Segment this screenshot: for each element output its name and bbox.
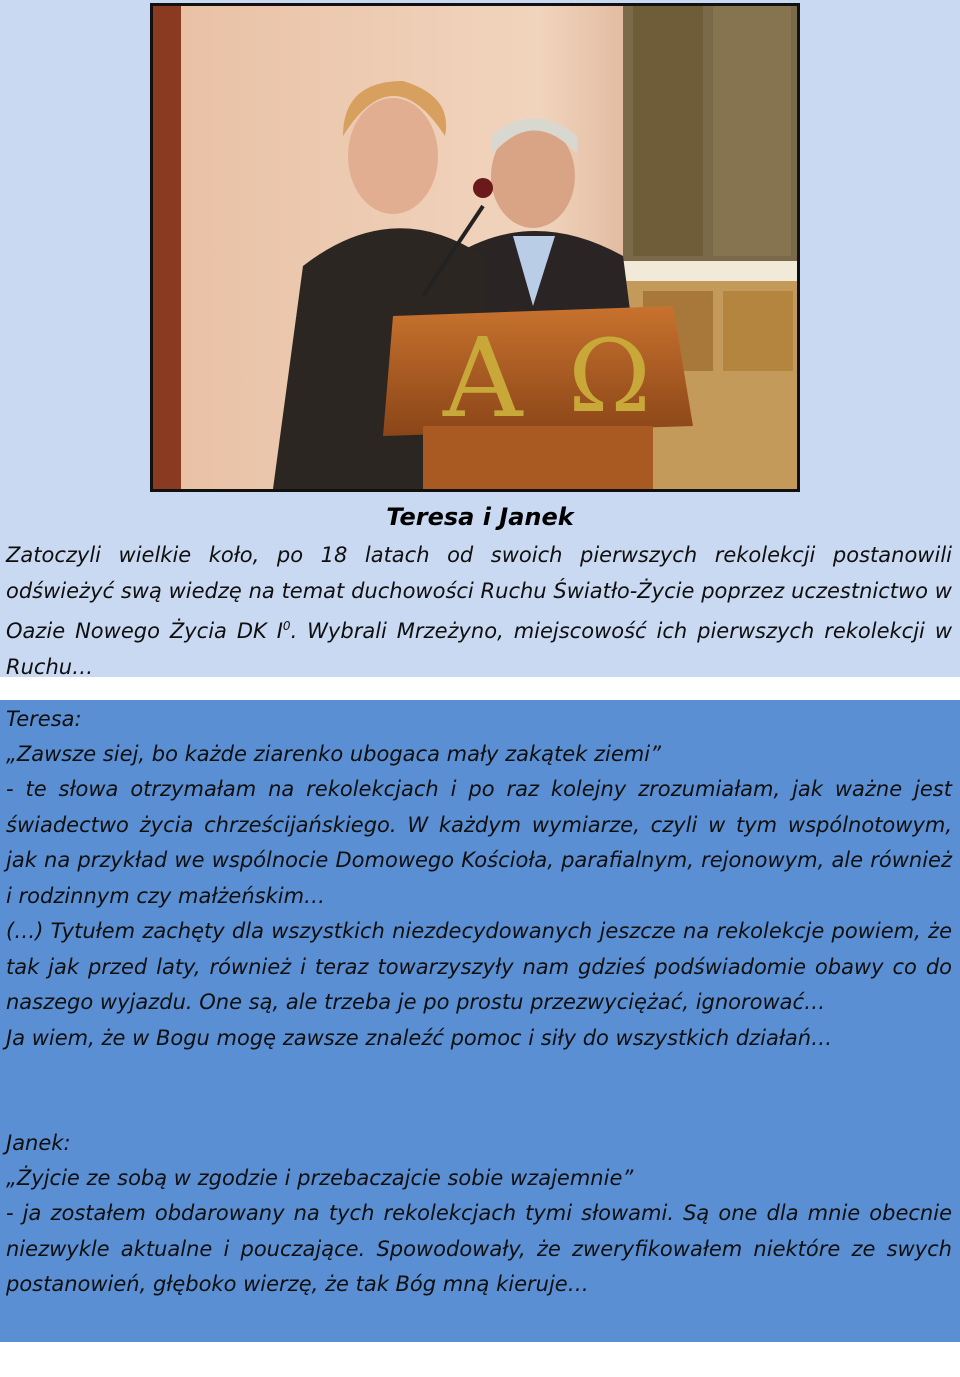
- article-title: Teresa i Janek: [386, 503, 574, 531]
- janek-quote: „Żyjcie ze sobą w zgodzie i przebaczajcie sobie wzajemnie”: [6, 1166, 634, 1190]
- janek-testimony: - ja zostałem obdarowany na tych rekolekcjach tymi słowami. Są one dla mnie obecnie niezwykle aktualne i pouczające. Spowodowały, że zweryfikowałem niektóre ze swych postanowień, głęboko wierzę, że tak Bóg mną kieruje…: [6, 1201, 952, 1296]
- intro-superscript: 0: [282, 619, 291, 633]
- janek-label: Janek:: [6, 1131, 71, 1155]
- teresa-testimony: [6, 772, 952, 1056]
- svg-text:A: A: [443, 314, 523, 442]
- intro-paragraph: [6, 538, 952, 685]
- photo-teresa-janek: [150, 3, 800, 492]
- svg-text:Ω: Ω: [568, 318, 651, 435]
- teresa-quote: „Zawsze siej, bo każde ziarenko ubogaca mały zakątek ziemi”: [6, 742, 661, 766]
- intro-text-b: . Wybrali Mrzeżyno, miejscowość ich pierwszych rekolekcji w Ruchu…: [6, 619, 952, 679]
- intro-text-a: Zatoczyli wielkie koło, po 18 latach od swoich pierwszych rekolekcji postanowili odświeżyć swą wiedzę na temat duchowości Ruchu Światło-Życie poprzez uczestnictwo w Oazie Nowego Życia DK I: [6, 543, 952, 643]
- teresa-label: Teresa:: [6, 707, 82, 731]
- teresa-body-3: Ja wiem, że w Bogu mogę zawsze znaleźć pomoc i siły do wszystkich działań…: [6, 1025, 833, 1050]
- teresa-body-1: - te słowa otrzymałam na rekolekcjach i po raz kolejny zrozumiałam, jak ważne jest świadectwo życia chrześcijańskiego. W każdym wymiarze, czyli w tym wspólnotowym, jak na przykład we wspólnocie Domowego Kościoła, parafialnym, rejonowym, ale również i rodzinnym czy małżeńskim…: [6, 777, 952, 908]
- teresa-body-2: (…) Tytułem zachęty dla wszystkich niezdecydowanych jeszcze na rekolekcje powiem, że tak jak przed laty, również i teraz towarzyszyły nam gdzieś podświadomie obawy co do naszego wyjazdu. One są, ale trzeba je po prostu przezwyciężać, ignorować…: [6, 919, 952, 1014]
